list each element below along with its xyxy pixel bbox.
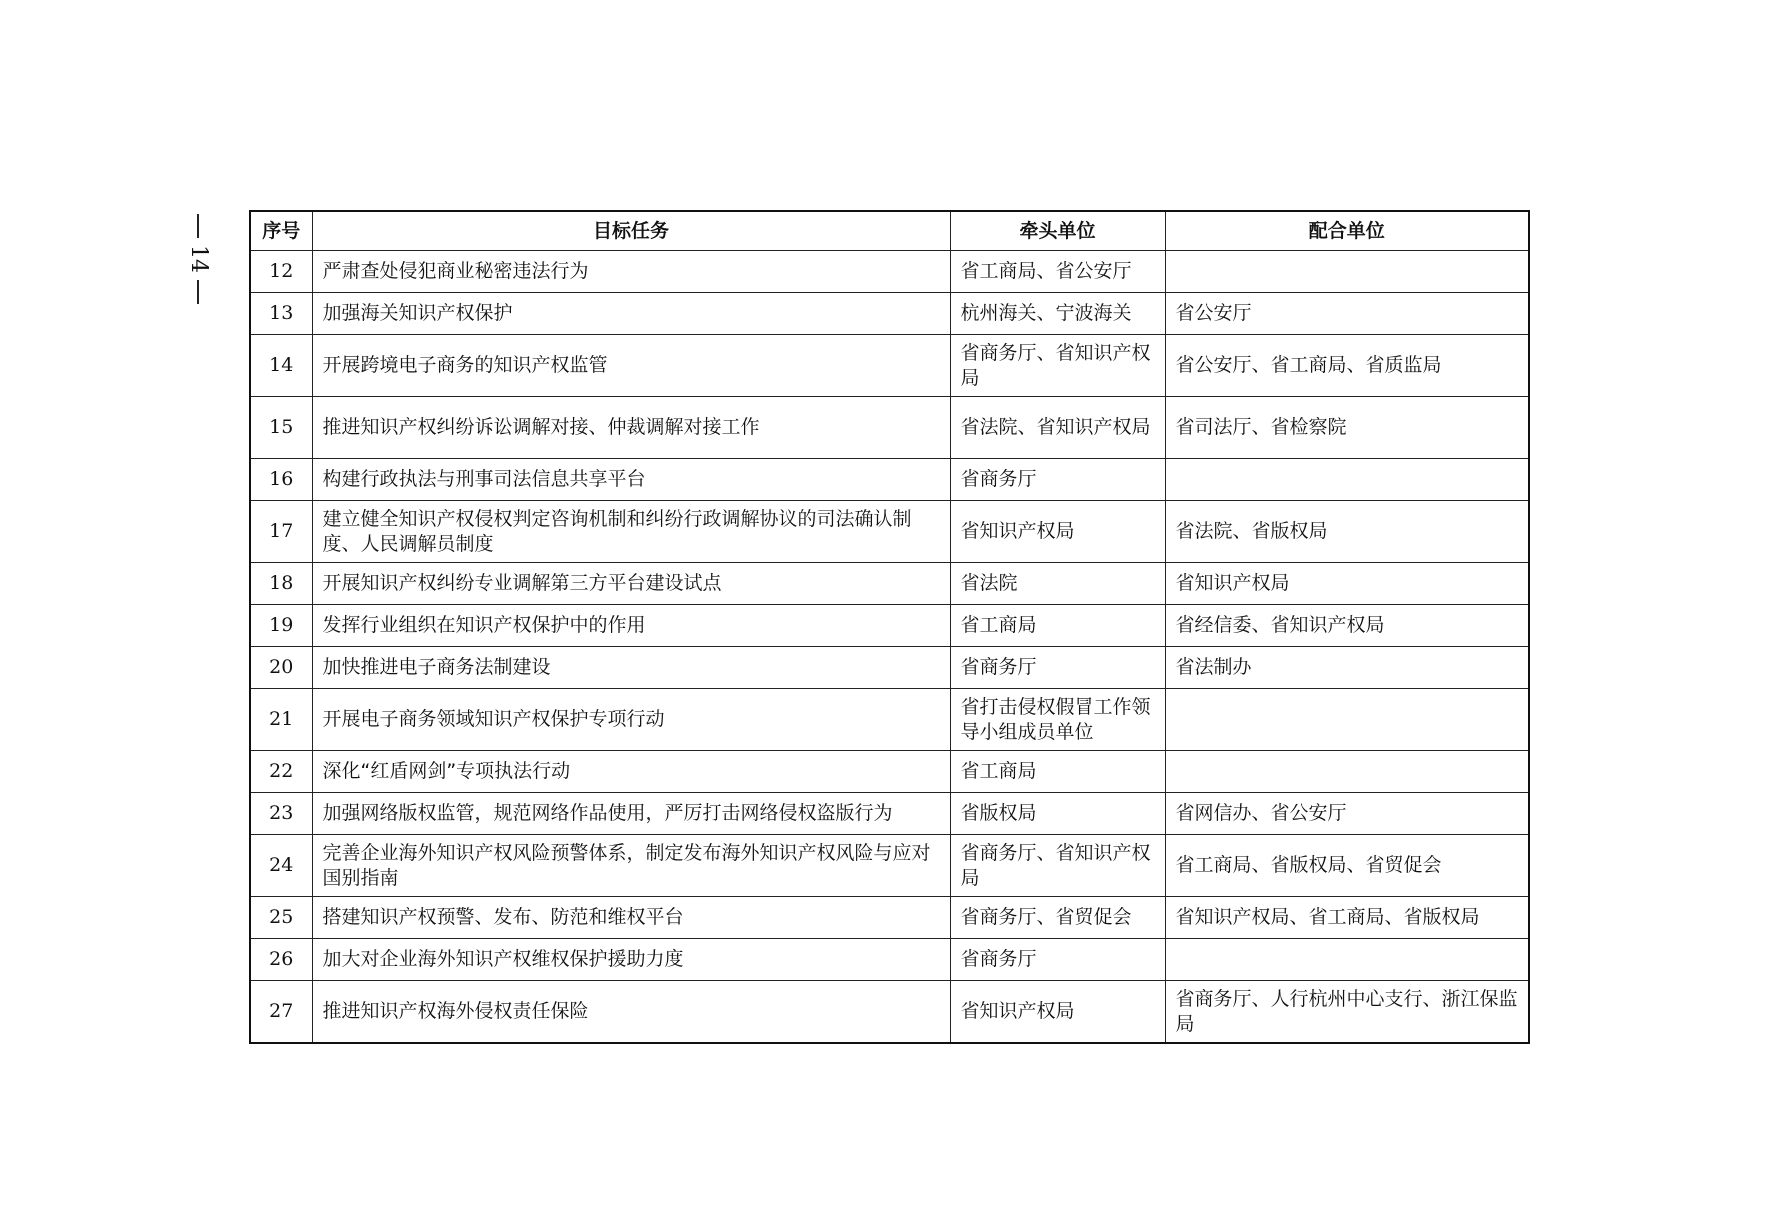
row-no: 23: [250, 793, 312, 835]
row-lead: 省版权局: [950, 793, 1165, 835]
row-lead: 省工商局、省公安厅: [950, 251, 1165, 293]
row-lead: 省商务厅、省贸促会: [950, 897, 1165, 939]
row-task: 严肃查处侵犯商业秘密违法行为: [312, 251, 950, 293]
row-support: 省网信办、省公安厅: [1165, 793, 1529, 835]
row-lead: 省商务厅: [950, 647, 1165, 689]
table-row: [250, 251, 1529, 293]
row-no: 21: [250, 689, 312, 751]
row-lead: 省商务厅: [950, 939, 1165, 981]
row-support: 省商务厅、人行杭州中心支行、浙江保监局: [1165, 981, 1529, 1044]
page-number-dash-top: [197, 214, 199, 238]
row-no: 25: [250, 897, 312, 939]
page-number-dash-bottom: [197, 280, 199, 304]
row-task: 发挥行业组织在知识产权保护中的作用: [312, 605, 950, 647]
row-lead: 省法院: [950, 563, 1165, 605]
row-lead: 省打击侵权假冒工作领导小组成员单位: [950, 689, 1165, 751]
row-support: 省经信委、省知识产权局: [1165, 605, 1529, 647]
row-no: 24: [250, 835, 312, 897]
row-task: 深化“红盾网剑”专项执法行动: [312, 751, 950, 793]
table-row: [250, 751, 1529, 793]
table-row: [250, 293, 1529, 335]
row-task: 开展知识产权纠纷专业调解第三方平台建设试点: [312, 563, 950, 605]
row-support: 省公安厅: [1165, 293, 1529, 335]
row-task: 推进知识产权海外侵权责任保险: [312, 981, 950, 1044]
table-row: [250, 835, 1529, 897]
header-no: 序号: [250, 211, 312, 251]
table-row: [250, 897, 1529, 939]
row-no: 16: [250, 459, 312, 501]
row-task: 加强海关知识产权保护: [312, 293, 950, 335]
row-task: 搭建知识产权预警、发布、防范和维权平台: [312, 897, 950, 939]
row-lead: 省知识产权局: [950, 981, 1165, 1044]
row-support: 省法院、省版权局: [1165, 501, 1529, 563]
row-no: 15: [250, 397, 312, 459]
row-support: 省司法厅、省检察院: [1165, 397, 1529, 459]
row-no: 20: [250, 647, 312, 689]
task-table: [249, 210, 1530, 1044]
row-lead: 省工商局: [950, 605, 1165, 647]
table-row: [250, 459, 1529, 501]
row-no: 12: [250, 251, 312, 293]
page-number: 14: [186, 245, 211, 273]
row-support: 省知识产权局: [1165, 563, 1529, 605]
row-no: 26: [250, 939, 312, 981]
row-support: 省工商局、省版权局、省贸促会: [1165, 835, 1529, 897]
row-task: 加大对企业海外知识产权维权保护援助力度: [312, 939, 950, 981]
row-task: 加强网络版权监管，规范网络作品使用，严厉打击网络侵权盗版行为: [312, 793, 950, 835]
header-task: 目标任务: [312, 211, 950, 251]
row-support: [1165, 939, 1529, 981]
table-row: [250, 605, 1529, 647]
header-support: 配合单位: [1165, 211, 1529, 251]
row-lead: 省知识产权局: [950, 501, 1165, 563]
table-row: [250, 335, 1529, 397]
header-lead: 牵头单位: [950, 211, 1165, 251]
row-lead: 省法院、省知识产权局: [950, 397, 1165, 459]
row-no: 14: [250, 335, 312, 397]
row-support: [1165, 251, 1529, 293]
row-support: [1165, 689, 1529, 751]
row-task: 推进知识产权纠纷诉讼调解对接、仲裁调解对接工作: [312, 397, 950, 459]
row-task: 建立健全知识产权侵权判定咨询机制和纠纷行政调解协议的司法确认制度、人民调解员制度: [312, 501, 950, 563]
table-row: [250, 501, 1529, 563]
row-support: [1165, 751, 1529, 793]
row-lead: 省商务厅、省知识产权局: [950, 335, 1165, 397]
row-support: 省公安厅、省工商局、省质监局: [1165, 335, 1529, 397]
row-no: 19: [250, 605, 312, 647]
row-no: 13: [250, 293, 312, 335]
row-lead: 省工商局: [950, 751, 1165, 793]
row-task: 开展电子商务领域知识产权保护专项行动: [312, 689, 950, 751]
row-lead: 杭州海关、宁波海关: [950, 293, 1165, 335]
row-lead: 省商务厅: [950, 459, 1165, 501]
row-support: [1165, 459, 1529, 501]
table-row: [250, 647, 1529, 689]
row-no: 27: [250, 981, 312, 1044]
row-task: 开展跨境电子商务的知识产权监管: [312, 335, 950, 397]
table-row: [250, 981, 1529, 1044]
row-no: 18: [250, 563, 312, 605]
row-task: 完善企业海外知识产权风险预警体系，制定发布海外知识产权风险与应对国别指南: [312, 835, 950, 897]
table-row: [250, 793, 1529, 835]
row-no: 17: [250, 501, 312, 563]
row-lead: 省商务厅、省知识产权局: [950, 835, 1165, 897]
row-task: 构建行政执法与刑事司法信息共享平台: [312, 459, 950, 501]
table-header-row: [250, 211, 1529, 251]
row-no: 22: [250, 751, 312, 793]
page-number-marker: [183, 214, 213, 304]
table-row: [250, 397, 1529, 459]
table-row: [250, 563, 1529, 605]
row-support: 省知识产权局、省工商局、省版权局: [1165, 897, 1529, 939]
table-row: [250, 939, 1529, 981]
row-task: 加快推进电子商务法制建设: [312, 647, 950, 689]
table-row: [250, 689, 1529, 751]
row-support: 省法制办: [1165, 647, 1529, 689]
